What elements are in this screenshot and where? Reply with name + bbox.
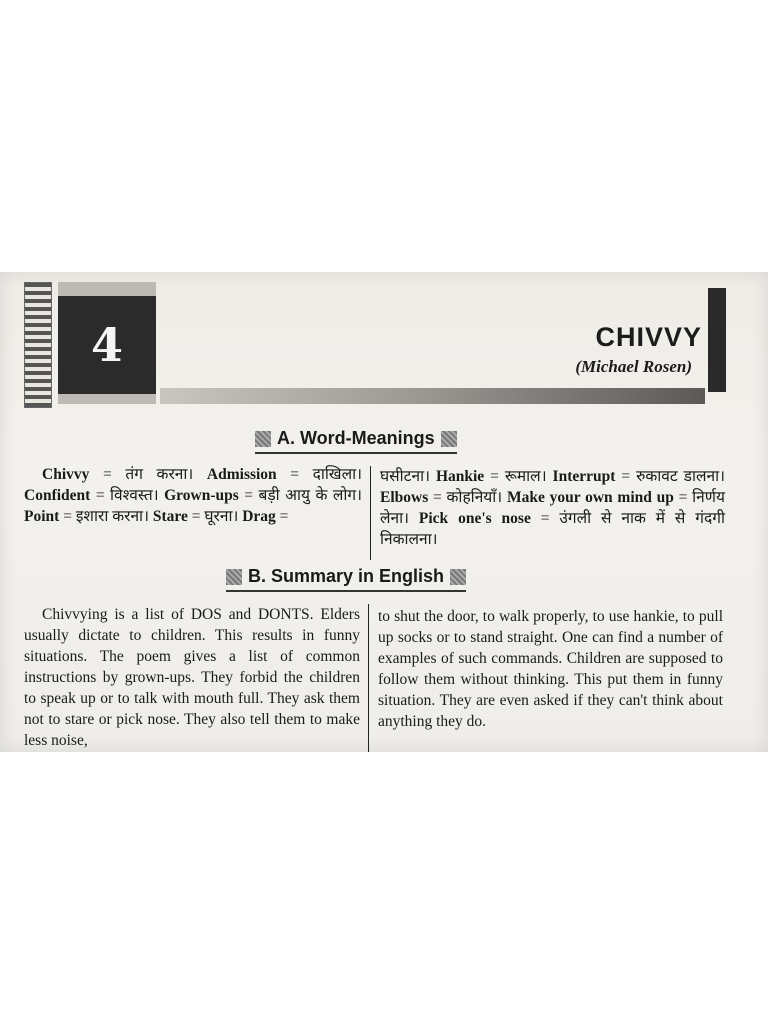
chapter-number: 4 bbox=[90, 318, 123, 372]
summary-text-right: to shut the door, to walk properly, to use hankie, to pull up socks or to stand straight. One can find a number of examples of such commands. Children are supposed to follow them without thinking. This put them in funny situation. They are even asked if they can't think about anything they do. bbox=[378, 608, 723, 730]
column-divider bbox=[368, 604, 369, 752]
glossary-meaning: उंगली से नाक में से गंदगी निकालना। bbox=[380, 510, 725, 548]
glossary-meaning: दाखिला। bbox=[312, 466, 363, 483]
section-heading-summary bbox=[226, 566, 466, 592]
glossary-meaning: घसीटना। bbox=[380, 468, 430, 485]
decorative-stripes bbox=[24, 282, 52, 408]
summary-right-column bbox=[378, 606, 723, 732]
glossary-meaning: इशारा करना। bbox=[75, 508, 149, 525]
word-meanings-right-column: घसीटना। Hankie = रूमाल। Interrupt = रुकावट डालना। Elbows = कोहनियाँ। Make your own mind up = निर्णय लेना। Pick one's nose = उंगली से नाक में से गंदगी निकालना। bbox=[380, 468, 725, 548]
glossary-meaning: कोहनियाँ। bbox=[446, 489, 503, 506]
glossary-term: Make your own mind up bbox=[506, 489, 674, 506]
chapter-title: CHIVVY bbox=[595, 322, 702, 352]
heading-square-icon bbox=[441, 431, 457, 447]
word-meanings-left-column: Chivvy = तंग करना। Admission = दाखिला। Confident = विश्वस्त। Grown-ups = बड़ी आयु के लोग। Point = इशारा करना। Stare = घूरना। Drag = bbox=[24, 466, 363, 525]
heading-square-icon bbox=[255, 431, 271, 447]
heading-square-icon bbox=[450, 569, 466, 585]
glossary-term: Admission bbox=[206, 466, 277, 483]
section-heading-word-meanings bbox=[255, 428, 457, 454]
column-divider bbox=[370, 466, 371, 560]
glossary-term: Stare bbox=[152, 508, 188, 525]
glossary-meaning: विश्वस्त। bbox=[110, 487, 159, 504]
section-heading-text: A. Word-Meanings bbox=[277, 428, 435, 448]
glossary-term: Point bbox=[24, 508, 60, 525]
glossary-meaning: घूरना। bbox=[204, 508, 239, 525]
heading-square-icon bbox=[226, 569, 242, 585]
glossary-term: Confident bbox=[24, 487, 91, 504]
summary-left-column bbox=[24, 604, 360, 751]
section-heading-text: B. Summary in English bbox=[248, 566, 445, 586]
glossary-term: Pick one's nose bbox=[418, 510, 531, 527]
glossary-meaning: निर्णय लेना। bbox=[380, 489, 725, 527]
glossary-meaning: रूमाल। bbox=[504, 468, 547, 485]
glossary-meaning: बड़ी आयु के लोग। bbox=[258, 487, 362, 504]
glossary-meaning: तंग करना। bbox=[125, 466, 194, 483]
glossary-term: Hankie bbox=[435, 468, 485, 485]
glossary-term: Elbows bbox=[380, 489, 429, 506]
decorative-bar bbox=[708, 288, 726, 392]
glossary-meaning: रुकावट डालना। bbox=[636, 468, 725, 485]
chapter-author: (Michael Rosen) bbox=[575, 357, 692, 376]
glossary-term: Chivvy bbox=[42, 466, 90, 483]
header-rule bbox=[160, 388, 705, 404]
glossary-term: Interrupt bbox=[552, 468, 616, 485]
glossary-term: Drag bbox=[242, 508, 276, 525]
glossary-term: Grown-ups bbox=[164, 487, 239, 504]
summary-text-left: Chivvying is a list of DOS and DONTS. Elders usually dictate to children. This results in funny situations. The poem gives a list of common instructions by grown-ups. They forbid the children to speak up or to talk with mouth full. They ask them not to stare or pick nose. They also tell them to make less noise, bbox=[24, 606, 360, 749]
chapter-number-box bbox=[58, 282, 156, 404]
